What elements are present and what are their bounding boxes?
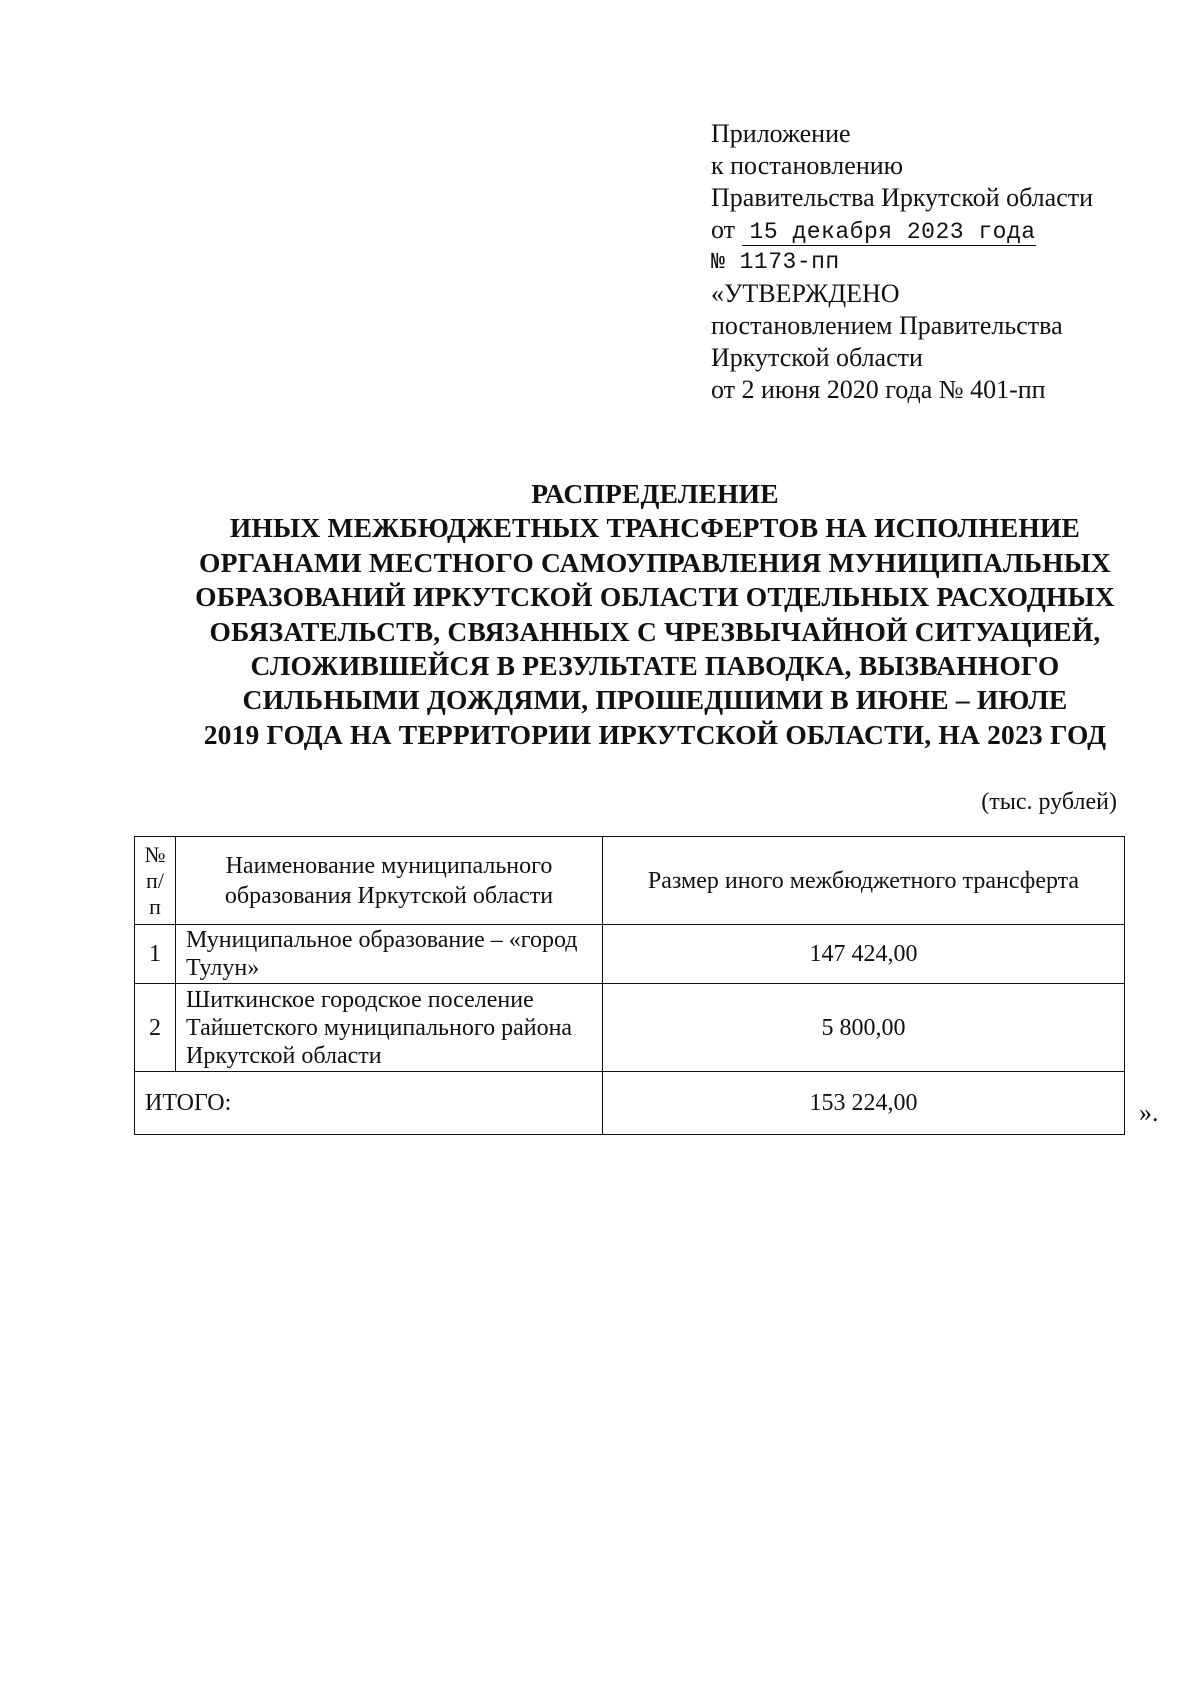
header-number-line: п bbox=[149, 893, 161, 919]
title-line: 2019 ГОДА НА ТЕРРИТОРИИ ИРКУТСКОЙ ОБЛАСТИ, НА 2023 ГОД bbox=[203, 718, 1107, 750]
row-name-line: Иркутской области bbox=[186, 1042, 382, 1069]
appendix-ref-line bbox=[711, 150, 1158, 182]
approved-by-right: Правительства bbox=[899, 311, 1063, 340]
header-municipality-name bbox=[176, 837, 603, 925]
title-line: РАСПРЕДЕЛЕНИЕ bbox=[531, 478, 779, 509]
table-row bbox=[135, 984, 1125, 1072]
header-number-line: п/ bbox=[146, 867, 164, 893]
approved-region-line bbox=[711, 342, 1129, 374]
table-total-row bbox=[135, 1072, 1125, 1135]
table-row bbox=[135, 925, 1125, 984]
appendix-issuer: Правительства Иркутской области bbox=[711, 183, 1094, 212]
row-name-line: Муниципальное образование – «город bbox=[186, 927, 578, 953]
original-decree-ref: от 2 июня 2020 года № 401-пп bbox=[711, 375, 1046, 404]
total-label: ИТОГО: bbox=[135, 1072, 603, 1135]
header-number-line: № bbox=[144, 841, 166, 867]
closing-quote: ». bbox=[1139, 1098, 1159, 1127]
approved-by-line bbox=[711, 310, 1129, 342]
approved-by-left: постановлением bbox=[711, 311, 893, 340]
approved-region-left: Иркутской bbox=[711, 343, 830, 372]
row-municipality-name bbox=[176, 984, 603, 1072]
appendix-ref-prefix: к bbox=[711, 151, 724, 180]
row-transfer-amount: 5 800,00 bbox=[603, 984, 1125, 1072]
title-line: СИЛЬНЫМИ ДОЖДЯМИ, ПРОШЕДШИМИ В ИЮНЕ – ИЮЛЕ bbox=[242, 684, 1068, 716]
approved-label: «УТВЕРЖДЕНО bbox=[711, 279, 900, 308]
units-label: (тыс. рублей) bbox=[981, 789, 1117, 815]
table-header-row bbox=[135, 837, 1125, 925]
row-municipality-name bbox=[176, 925, 603, 984]
title-line: ОБРАЗОВАНИЙ ИРКУТСКОЙ ОБЛАСТИ ОТДЕЛЬНЫХ РАСХОДНЫХ bbox=[195, 581, 1115, 613]
title-line: ИНЫХ МЕЖБЮДЖЕТНЫХ ТРАНСФЕРТОВ НА ИСПОЛНЕНИЕ bbox=[229, 512, 1081, 544]
title-line: СЛОЖИВШЕЙСЯ В РЕЗУЛЬТАТЕ ПАВОДКА, ВЫЗВАННОГО bbox=[250, 650, 1060, 682]
appendix-date-line bbox=[711, 214, 1149, 246]
row-name-line: Тайшетского муниципального района bbox=[186, 1014, 573, 1041]
appendix-ref-doc: постановлению bbox=[730, 151, 904, 180]
header-name-line: Наименование муниципального bbox=[225, 852, 553, 879]
appendix-label: Приложение bbox=[711, 119, 851, 148]
row-transfer-amount: 147 424,00 bbox=[603, 925, 1125, 984]
appendix-number: № 1173-пп bbox=[711, 249, 840, 275]
appendix-date-prefix: от bbox=[711, 215, 736, 244]
header-transfer-amount: Размер иного межбюджетного трансферта bbox=[603, 837, 1125, 925]
title-line: ОБЯЗАТЕЛЬСТВ, СВЯЗАННЫХ С ЧРЕЗВЫЧАЙНОЙ СИТУАЦИЕЙ, bbox=[209, 615, 1101, 647]
row-number: 2 bbox=[135, 984, 176, 1072]
appendix-date-value: 15 декабря 2023 года bbox=[742, 219, 1036, 246]
header-name-line: образования Иркутской области bbox=[224, 882, 554, 909]
approved-region-right: области bbox=[836, 343, 923, 372]
appendix-block bbox=[711, 118, 1158, 406]
title-line: ОРГАНАМИ МЕСТНОГО САМОУПРАВЛЕНИЯ МУНИЦИПАЛЬНЫХ bbox=[199, 546, 1111, 578]
header-number bbox=[135, 837, 176, 925]
document-title bbox=[130, 477, 1180, 752]
total-amount: 153 224,00 bbox=[603, 1072, 1125, 1135]
row-name-line: Тулун» bbox=[186, 955, 260, 981]
row-number: 1 bbox=[135, 925, 176, 984]
row-name-line: Шиткинское городское поселение bbox=[186, 986, 534, 1013]
distribution-table bbox=[134, 836, 1125, 1135]
